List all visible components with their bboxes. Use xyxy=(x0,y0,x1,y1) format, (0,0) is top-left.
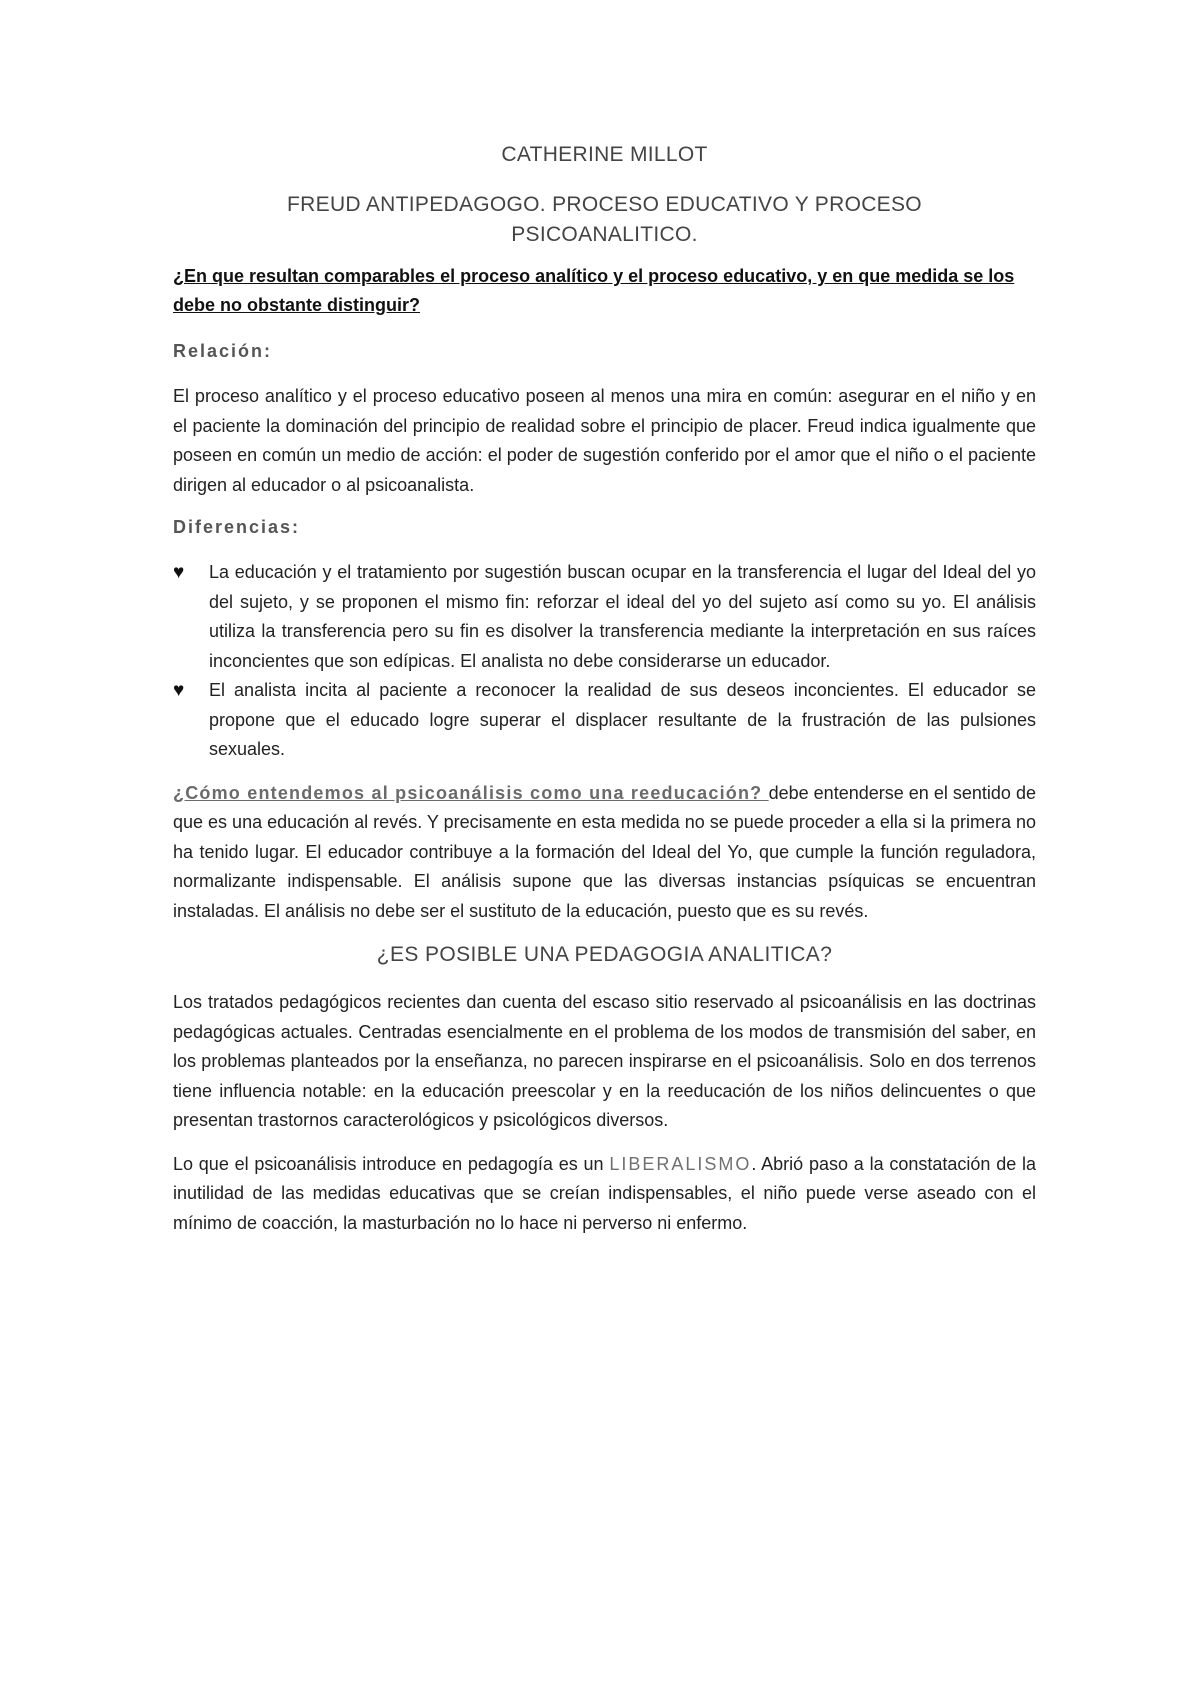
liberalismo-text-after: . Abrió paso a la constatación de la inutilidad de las medidas educativas que se creían indispensables, el niño puede verse aseado con el mínimo de coacción, la masturbación no lo hace ni perverso ni enfermo. xyxy=(173,1153,1037,1233)
pedagogia-paragraph: Los tratados pedagógicos recientes dan cuenta del escaso sitio reservado al psicoanálisis en las doctrinas pedagógicas actuales. Centradas esencialmente en el problema de los modos de transmisión del saber, en los problemas planteados por la enseñanza, no parecen inspirarse en el psicoanálisis. Solo en dos terrenos tiene influencia notable: en la educación preescolar y en la reeducación de los niños delincuentes o que presentan trastornos caracterológicos y psicológicos diversos. xyxy=(173,992,1036,1130)
reeducacion-text: debe entenderse en el sentido de que es una educación al revés. Y precisamente en esta medida no se puede proceder a ella si la primera no ha tenido lugar. El educador contribuye a la formación del Ideal del Yo, que cumple la función reguladora, normalizante indispensable. El análisis supone que las diversas instancias psíquicas se encuentran instaladas. El análisis no debe ser el sustituto de la educación, puesto que es su revés. xyxy=(173,782,1036,921)
relacion-heading: Relación: xyxy=(173,341,273,361)
reeducacion-question: ¿Cómo entendemos al psicoanálisis como una reeducación? xyxy=(173,782,769,803)
reeducacion-paragraph xyxy=(173,779,1036,927)
document-subtitle xyxy=(173,190,1036,250)
list-item xyxy=(173,676,1036,765)
heart-bullet-icon: ♥ xyxy=(173,680,185,701)
diferencias-heading: Diferencias: xyxy=(173,517,301,537)
liberalismo-paragraph xyxy=(173,1150,1036,1239)
document-page xyxy=(173,140,1036,1252)
pedagogia-heading: ¿ES POSIBLE UNA PEDAGOGIA ANALITICA? xyxy=(376,943,833,966)
list-item xyxy=(173,558,1036,676)
liberalismo-text-before: Lo que el psicoanálisis introduce en pedagogía es un xyxy=(173,1153,610,1174)
heart-bullet-icon: ♥ xyxy=(173,562,185,583)
subtitle-line-1: FREUD ANTIPEDAGOGO. PROCESO EDUCATIVO Y PROCESO xyxy=(287,193,922,216)
subtitle-line-2: PSICOANALITICO. xyxy=(511,223,698,246)
relacion-paragraph: El proceso analítico y el proceso educativo poseen al menos una mira en común: asegurar en el niño y en el paciente la dominación del principio de realidad sobre el principio de placer. Freud indica igualmente que poseen en común un medio de acción: el poder de sugestión conferido por el amor que el niño o el paciente dirigen al educador o al psicoanalista. xyxy=(173,386,1036,495)
document-title: CATHERINE MILLOT xyxy=(501,143,708,166)
liberalismo-word: LIBERALISMO xyxy=(609,1153,752,1174)
list-item-text: El analista incita al paciente a reconocer la realidad de sus deseos inconcientes. El educador se propone que el educado logre superar el displacer resultante de la frustración de las pulsiones sexuales. xyxy=(209,680,1036,759)
main-question: ¿En que resultan comparables el proceso analítico y el proceso educativo, y en que medida se los debe no obstante distinguir? xyxy=(173,266,1015,315)
list-item-text: La educación y el tratamiento por sugestión buscan ocupar en la transferencia el lugar del Ideal del yo del sujeto, y se proponen el mismo fin: reforzar el ideal del yo del sujeto así como su yo. El análisis utiliza la transferencia pero su fin es disolver la transferencia mediante la interpretación en sus raíces inconcientes que son edípicas. El analista no debe considerarse un educador. xyxy=(209,562,1036,671)
diferencias-list xyxy=(173,558,1036,765)
